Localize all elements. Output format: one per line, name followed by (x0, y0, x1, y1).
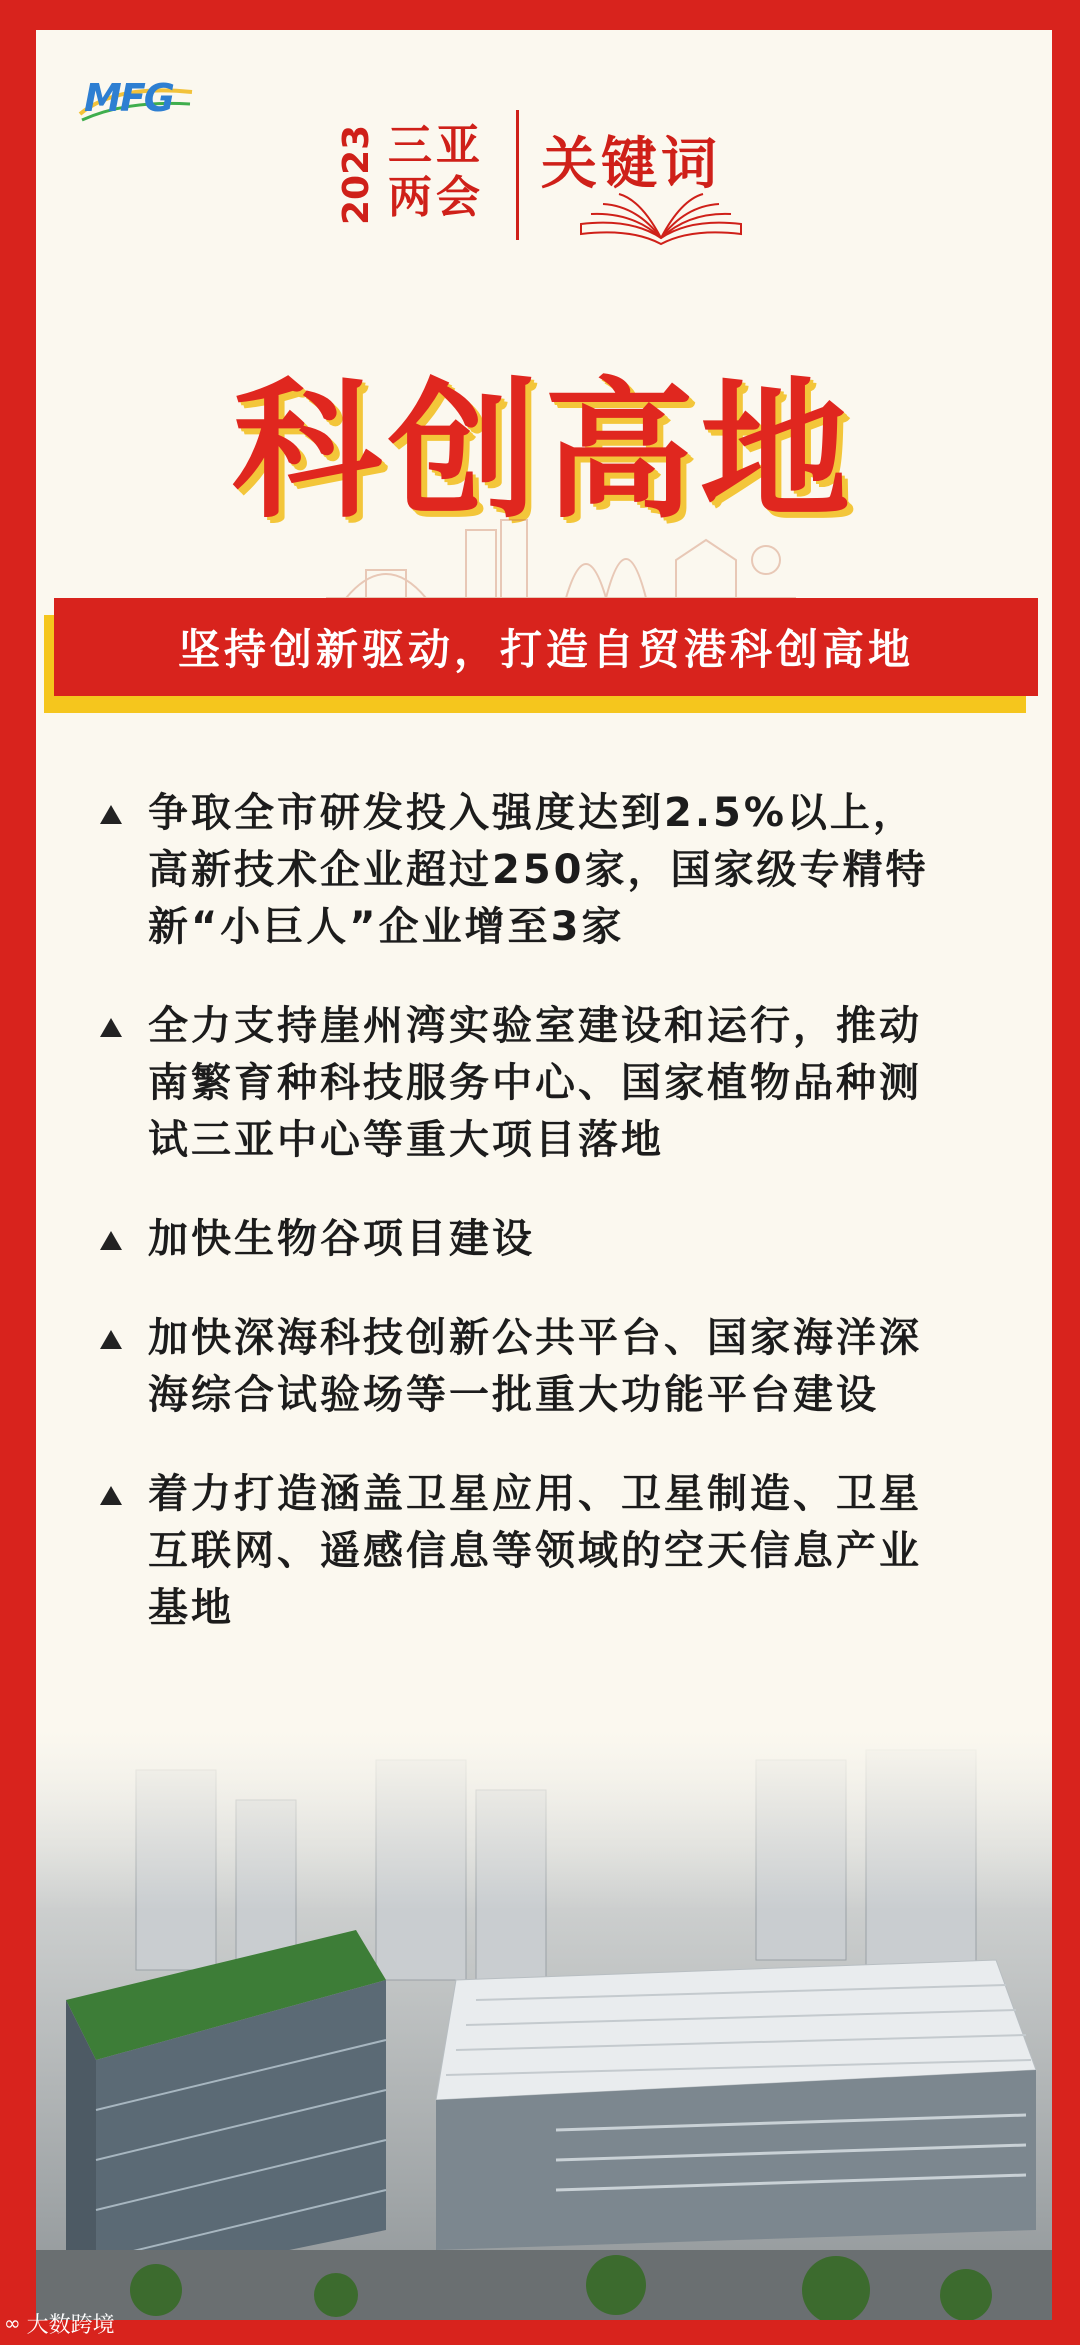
header-event (388, 120, 498, 224)
triangle-bullet-icon (100, 1330, 122, 1349)
banner-text: 坚持创新驱动，打造自贸港科创高地 (177, 625, 914, 674)
list-item (96, 785, 1026, 956)
open-book-icon (571, 188, 751, 248)
bullet-list (96, 785, 1026, 1679)
bullet-line: 基地 (148, 1585, 234, 1631)
triangle-bullet-icon (100, 805, 122, 824)
photo-fade-overlay (36, 1730, 1052, 1910)
list-item (96, 1466, 1026, 1637)
watermark (4, 2308, 115, 2338)
city-skyline-decoration (326, 510, 796, 600)
watermark-logo-icon: ∞ (4, 2311, 21, 2335)
bullet-line: 新“小巨人”企业增至3家 (148, 904, 625, 950)
header-event-line1: 三亚 (388, 120, 484, 171)
bullet-line: 加快生物谷项目建设 (148, 1216, 535, 1262)
bullet-line: 着力打造涵盖卫星应用、卫星制造、卫星 (148, 1471, 922, 1517)
subtitle-banner (54, 598, 1038, 696)
bullet-line: 争取全市研发投入强度达到2.5%以上， (148, 790, 916, 836)
mfg-logo (76, 70, 186, 130)
list-item (96, 1310, 1026, 1424)
header-year: 2023 (336, 124, 377, 226)
watermark-text: 大数跨境 (26, 2312, 115, 2338)
bullet-line: 南繁育种科技服务中心、国家植物品种测 (148, 1060, 922, 1106)
header-divider (516, 110, 519, 240)
bullet-line: 高新技术企业超过250家，国家级专精特 (148, 847, 929, 893)
main-title: 科创高地 (231, 363, 856, 539)
triangle-bullet-icon (100, 1231, 122, 1250)
triangle-bullet-icon (100, 1018, 122, 1037)
list-item (96, 1211, 1026, 1268)
poster-panel (36, 30, 1052, 2320)
bullet-line: 互联网、遥感信息等领域的空天信息产业 (148, 1528, 922, 1574)
header-event-line2: 两会 (388, 172, 484, 223)
logo-text: MFG (84, 76, 173, 120)
bullet-line: 全力支持崖州湾实验室建设和运行，推动 (148, 1003, 922, 1049)
keyword-label: 关键词 (541, 132, 721, 197)
triangle-bullet-icon (100, 1486, 122, 1505)
header-block (336, 100, 836, 250)
bullet-line: 海综合试验场等一批重大功能平台建设 (148, 1372, 879, 1418)
list-item (96, 998, 1026, 1169)
bullet-line: 加快深海科技创新公共平台、国家海洋深 (148, 1315, 922, 1361)
bullet-line: 试三亚中心等重大项目落地 (148, 1117, 664, 1163)
